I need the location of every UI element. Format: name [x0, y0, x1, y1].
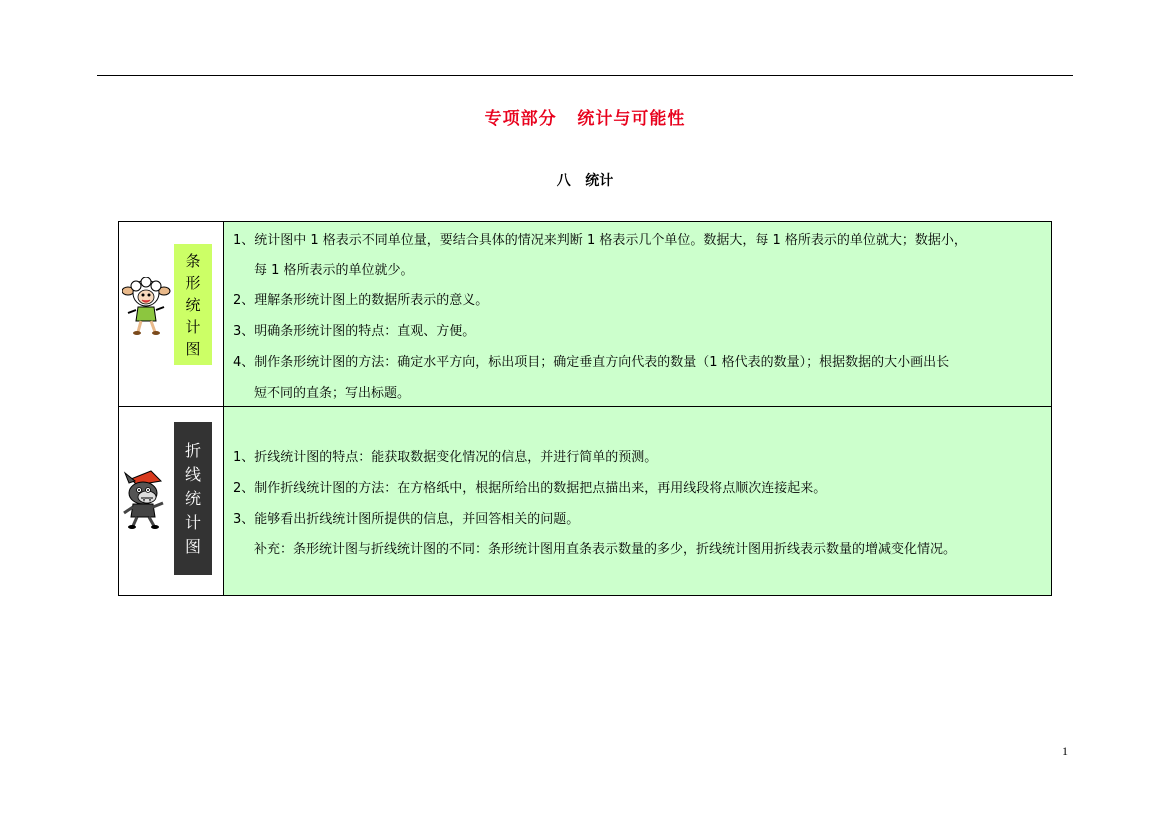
section-heading: 八 统计 [556, 173, 614, 189]
content-line: 1、统计图中 1 格表示不同单位量，要结合具体的情况来判断 1 格表示几个单位。数据大，每 1 格所表示的单位就大；数据小， [233, 233, 967, 248]
content-line: 2、制作折线统计图的方法：在方格纸中，根据所给出的数据把点描出来，再用线段将点顺次连接起来。 [233, 481, 827, 496]
summary-table [118, 221, 1052, 596]
content-line: 补充：条形统计图与折线统计图的不同：条形统计图用直条表示数量的多少，折线统计图用折线表示数量的增减变化情况。 [254, 542, 957, 557]
label-char: 计 [184, 512, 201, 532]
label-char: 线 [184, 464, 201, 484]
content-line: 1、折线统计图的特点：能获取数据变化情况的信息，并进行简单的预测。 [233, 450, 658, 465]
bar-chart-label [174, 244, 212, 365]
label-char: 图 [184, 536, 201, 556]
wolf-cartoon-icon [121, 469, 169, 529]
label-char: 计 [185, 317, 201, 336]
content-line: 2、理解条形统计图上的数据所表示的意义。 [233, 293, 489, 308]
page-title: 专项部分 统计与可能性 [484, 109, 686, 129]
label-char: 统 [185, 295, 201, 314]
label-char: 统 [184, 488, 201, 508]
label-char: 形 [185, 273, 201, 292]
content-line: 每 1 格所表示的单位就少。 [254, 263, 414, 278]
sheep-cartoon-icon [122, 277, 172, 335]
page-number: 1 [1062, 744, 1068, 758]
line-chart-label [174, 422, 212, 575]
content-line: 3、明确条形统计图的特点：直观、方便。 [233, 324, 476, 339]
table-row-bar-chart [119, 222, 1051, 407]
content-line: 短不同的直条；写出标题。 [254, 386, 411, 401]
label-char: 图 [185, 339, 201, 358]
label-cell [119, 407, 224, 595]
content-cell [224, 407, 1051, 595]
header-rule [97, 75, 1073, 76]
label-char: 折 [184, 440, 201, 460]
content-cell [224, 222, 1051, 406]
content-line: 3、能够看出折线统计图所提供的信息，并回答相关的问题。 [233, 512, 580, 527]
label-char: 条 [185, 251, 201, 270]
table-row-line-chart [119, 407, 1051, 595]
label-cell [119, 222, 224, 406]
content-line: 4、制作条形统计图的方法：确定水平方向，标出项目；确定垂直方向代表的数量（1 格代表的数量）；根据数据的大小画出长 [233, 355, 950, 370]
